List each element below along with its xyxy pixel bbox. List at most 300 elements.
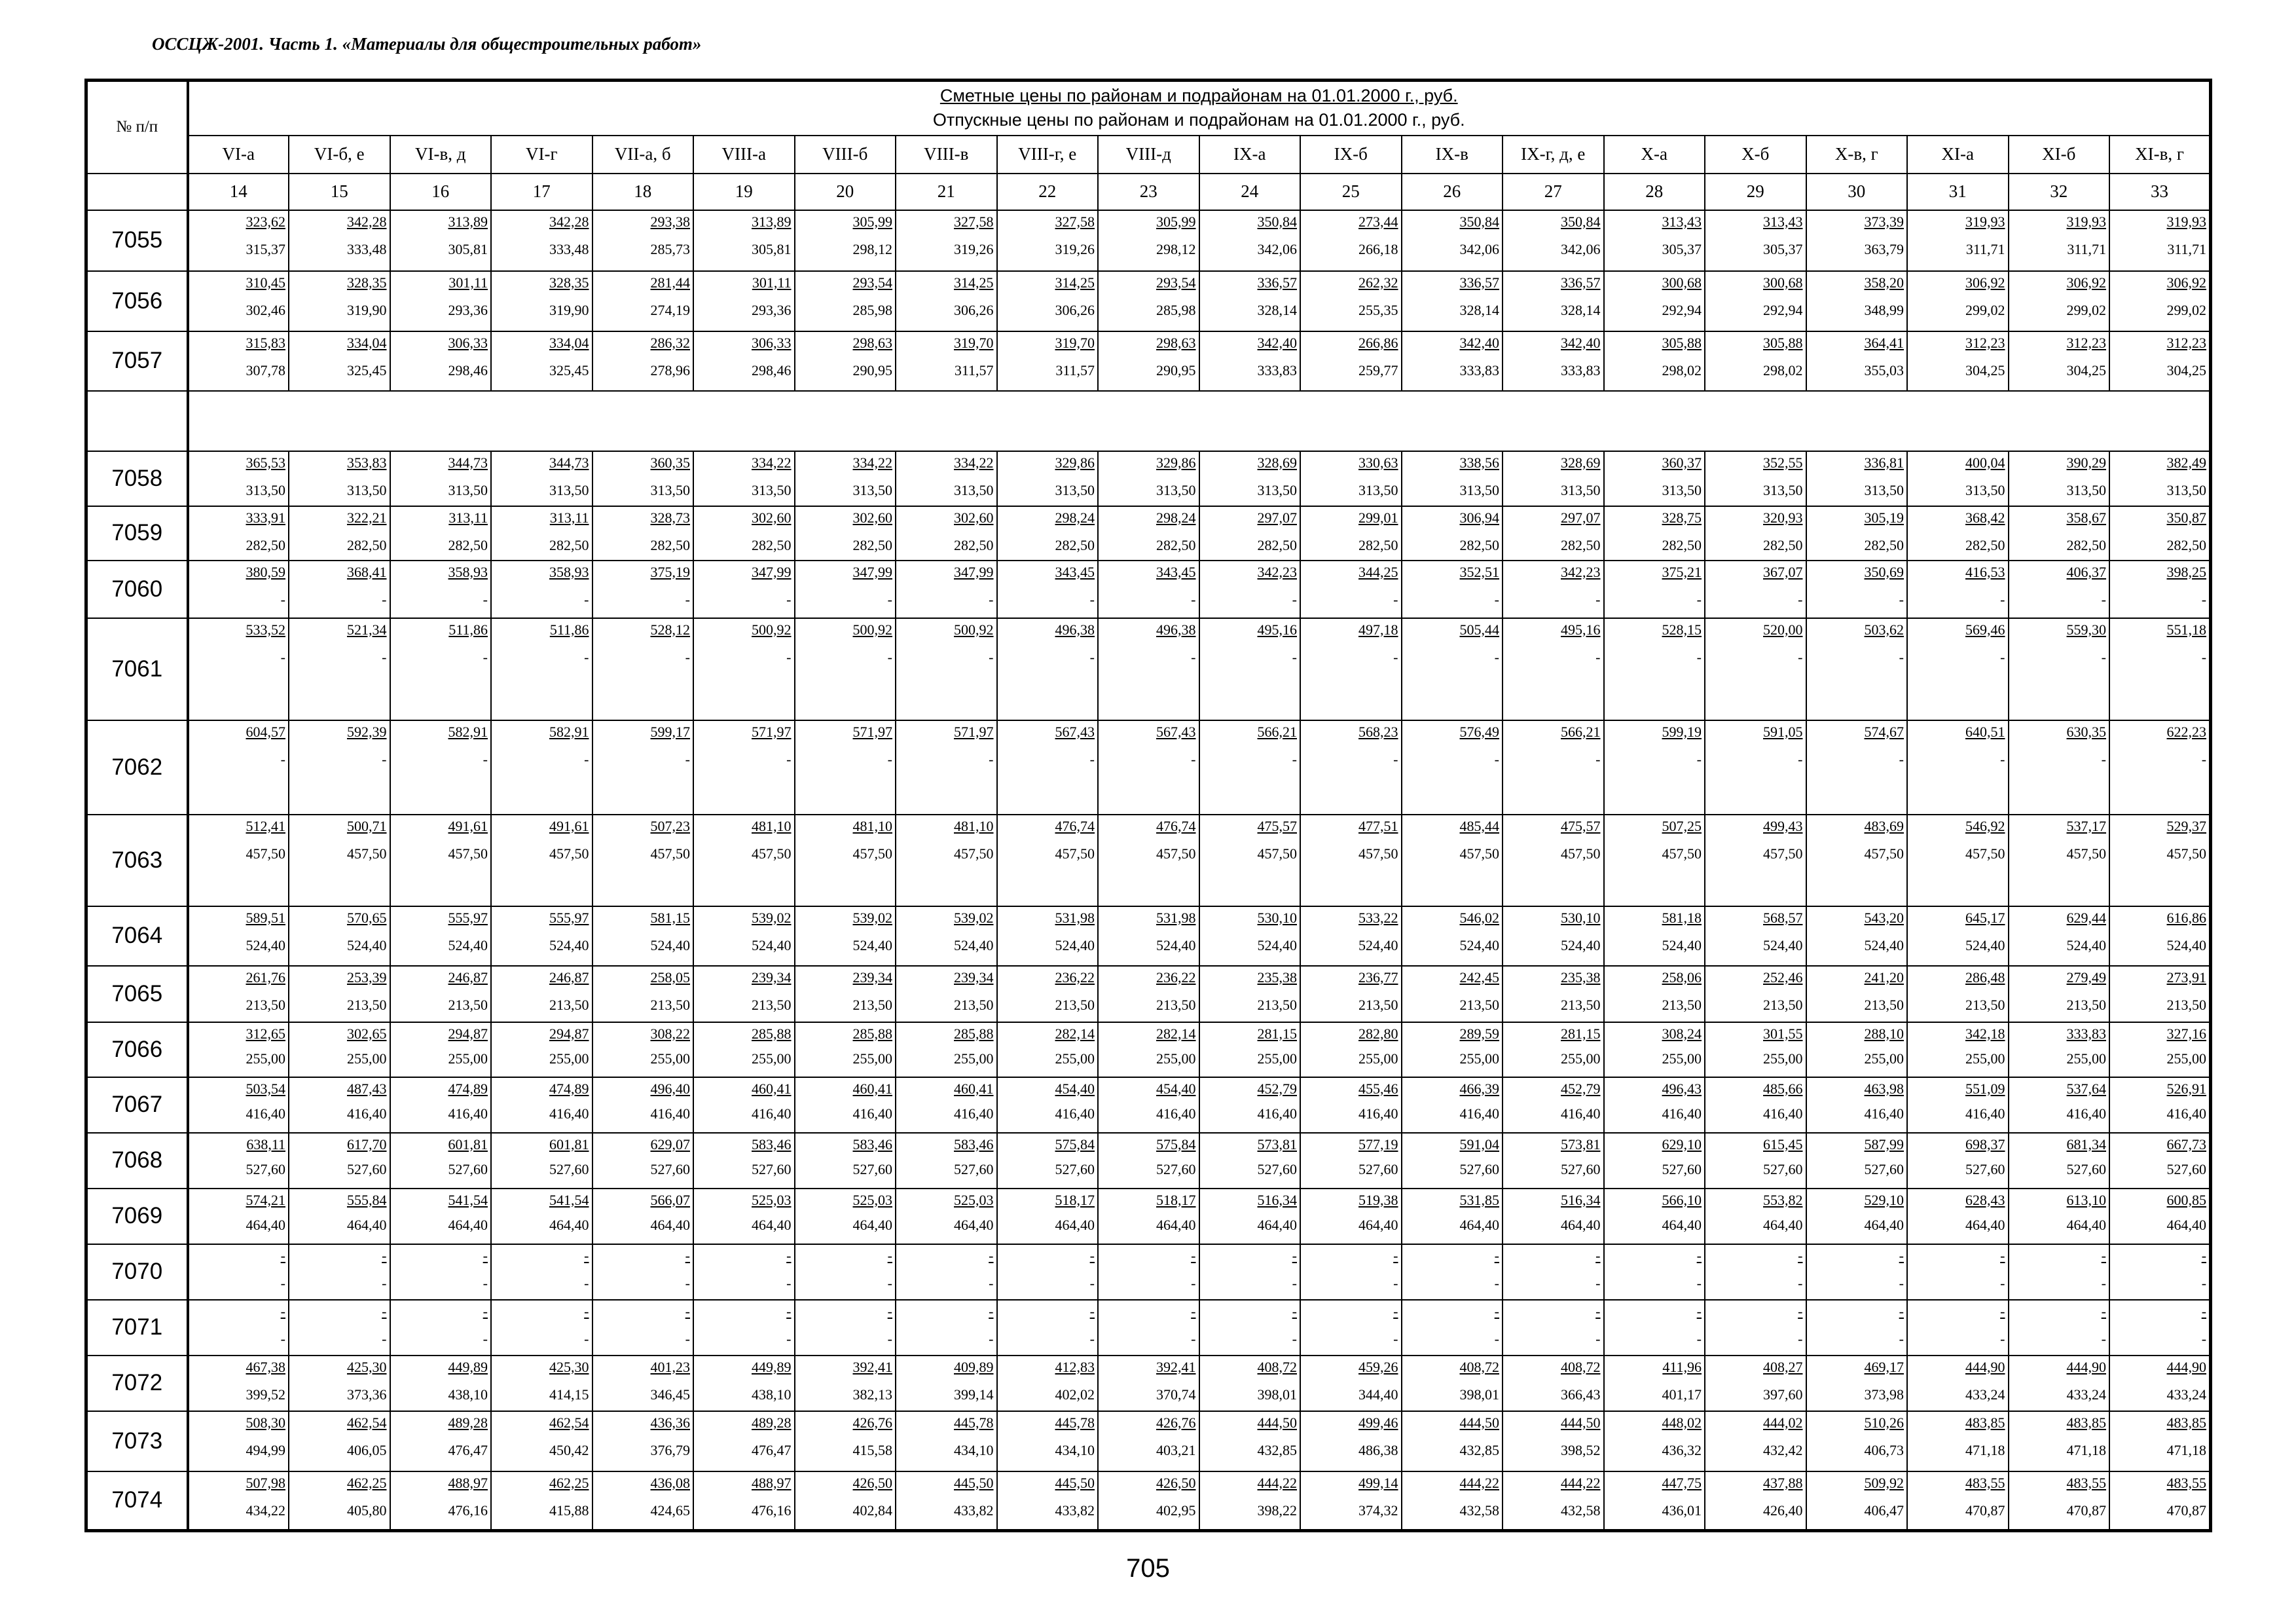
price-cell bbox=[1402, 618, 1503, 720]
price-cell bbox=[997, 1244, 1099, 1300]
estimate-price: - bbox=[1191, 1247, 1196, 1264]
price-cell bbox=[491, 1077, 592, 1133]
estimate-price: 481,10 bbox=[954, 817, 994, 834]
release-price: 398,01 bbox=[1459, 1386, 1499, 1403]
price-cell bbox=[1402, 906, 1503, 966]
release-price: 524,40 bbox=[347, 936, 387, 953]
release-price: 342,06 bbox=[1561, 240, 1601, 257]
release-price: 328,14 bbox=[1459, 301, 1499, 318]
table-title bbox=[188, 81, 2211, 136]
estimate-price: 622,23 bbox=[2166, 723, 2207, 740]
release-price: - bbox=[584, 750, 589, 767]
price-cell bbox=[1604, 1300, 1705, 1356]
release-price: 457,50 bbox=[1055, 845, 1095, 862]
release-price: 464,40 bbox=[549, 1216, 589, 1233]
price-cell bbox=[1806, 451, 1908, 506]
estimate-price: 312,23 bbox=[2166, 334, 2207, 351]
price-cell bbox=[1705, 966, 1806, 1022]
release-price: 415,88 bbox=[549, 1502, 589, 1519]
release-price: 457,50 bbox=[650, 845, 690, 862]
table-row bbox=[86, 966, 2211, 1022]
price-cell bbox=[1503, 720, 1604, 815]
release-price: 298,12 bbox=[852, 240, 892, 257]
price-cell bbox=[1098, 331, 1199, 391]
price-cell bbox=[997, 1356, 1099, 1411]
price-cell bbox=[896, 906, 997, 966]
release-price: 432,85 bbox=[1257, 1441, 1297, 1458]
estimate-price: 587,99 bbox=[1864, 1135, 1904, 1153]
estimate-price: 352,55 bbox=[1763, 454, 1803, 471]
release-price: - bbox=[483, 1330, 488, 1347]
estimate-price: 368,41 bbox=[347, 563, 387, 580]
release-price: - bbox=[1696, 1330, 1702, 1347]
price-cell bbox=[1604, 506, 1705, 561]
estimate-price: 629,10 bbox=[1662, 1135, 1702, 1153]
estimate-price: 347,99 bbox=[752, 563, 792, 580]
price-cell bbox=[1300, 1189, 1402, 1244]
release-price: - bbox=[1292, 1274, 1297, 1291]
release-price: 333,83 bbox=[1561, 361, 1601, 378]
estimate-price: - bbox=[2101, 1247, 2106, 1264]
price-cell bbox=[693, 906, 795, 966]
price-cell bbox=[491, 618, 592, 720]
price-cell bbox=[693, 815, 795, 906]
price-cell bbox=[2009, 1077, 2110, 1133]
estimate-price: 285,88 bbox=[954, 1025, 994, 1042]
price-cell bbox=[390, 906, 492, 966]
price-cell bbox=[188, 720, 289, 815]
release-price: 311,71 bbox=[2167, 240, 2207, 257]
price-cell bbox=[1199, 210, 1301, 271]
release-price: 416,40 bbox=[852, 1105, 892, 1122]
estimate-price: 342,18 bbox=[1965, 1025, 2005, 1042]
price-cell bbox=[390, 561, 492, 618]
region-header: XI-б bbox=[2009, 136, 2110, 174]
release-price: 282,50 bbox=[2166, 536, 2207, 553]
price-cell bbox=[1806, 618, 1908, 720]
release-price: 255,00 bbox=[954, 1050, 994, 1067]
price-cell bbox=[1402, 1244, 1503, 1300]
price-cell bbox=[896, 331, 997, 391]
release-price: 457,50 bbox=[1965, 845, 2005, 862]
estimate-price: 375,19 bbox=[650, 563, 690, 580]
estimate-price: 539,02 bbox=[954, 909, 994, 926]
release-price: 433,82 bbox=[954, 1502, 994, 1519]
estimate-price: 279,49 bbox=[2066, 969, 2106, 986]
table-row bbox=[86, 815, 2211, 906]
estimate-price: 297,07 bbox=[1561, 509, 1601, 526]
release-price: 255,00 bbox=[1358, 1050, 1398, 1067]
estimate-price: 444,22 bbox=[1561, 1474, 1601, 1491]
estimate-price: 306,92 bbox=[1965, 274, 2005, 291]
price-cell bbox=[1604, 966, 1705, 1022]
estimate-price: 483,55 bbox=[2066, 1474, 2106, 1491]
price-cell bbox=[1402, 561, 1503, 618]
estimate-price: 500,92 bbox=[852, 621, 892, 638]
estimate-price: 239,34 bbox=[852, 969, 892, 986]
release-price: - bbox=[2101, 1330, 2106, 1347]
estimate-price: 425,30 bbox=[549, 1358, 589, 1375]
price-cell bbox=[693, 561, 795, 618]
estimate-price: 293,38 bbox=[650, 213, 690, 230]
estimate-price: 582,91 bbox=[448, 723, 488, 740]
estimate-price: 533,22 bbox=[1358, 909, 1398, 926]
price-cell bbox=[693, 1356, 795, 1411]
estimate-price: - bbox=[1798, 1302, 1803, 1320]
estimate-price: 312,23 bbox=[1965, 334, 2005, 351]
price-cell bbox=[1604, 271, 1705, 331]
estimate-price: 364,41 bbox=[1864, 334, 1904, 351]
price-cell bbox=[390, 1022, 492, 1077]
price-cell bbox=[1098, 906, 1199, 966]
estimate-price: 336,57 bbox=[1459, 274, 1499, 291]
estimate-price: 350,84 bbox=[1257, 213, 1297, 230]
estimate-price: 567,43 bbox=[1055, 723, 1095, 740]
price-cell bbox=[491, 1133, 592, 1189]
release-price: - bbox=[786, 750, 792, 767]
estimate-price: 308,24 bbox=[1662, 1025, 1702, 1042]
table-row bbox=[86, 1356, 2211, 1411]
release-price: 434,10 bbox=[954, 1441, 994, 1458]
release-price: 305,37 bbox=[1763, 240, 1803, 257]
price-cell bbox=[997, 1471, 1099, 1531]
release-price: 416,40 bbox=[1561, 1105, 1601, 1122]
price-cell bbox=[390, 720, 492, 815]
estimate-price: 519,38 bbox=[1358, 1191, 1398, 1208]
release-price: 282,50 bbox=[2066, 536, 2106, 553]
release-price: 464,40 bbox=[1055, 1216, 1095, 1233]
release-price: 457,50 bbox=[1763, 845, 1803, 862]
release-price: 274,19 bbox=[650, 301, 690, 318]
release-price: 213,50 bbox=[954, 996, 994, 1013]
price-cell bbox=[2109, 451, 2211, 506]
estimate-price: 392,41 bbox=[1156, 1358, 1196, 1375]
price-cell bbox=[795, 210, 896, 271]
price-cell bbox=[390, 1411, 492, 1471]
estimate-price: 306,33 bbox=[752, 334, 792, 351]
price-cell bbox=[1300, 906, 1402, 966]
estimate-price: 298,63 bbox=[1156, 334, 1196, 351]
release-price: 298,46 bbox=[448, 361, 488, 378]
release-price: 434,10 bbox=[1055, 1441, 1095, 1458]
estimate-price: - bbox=[685, 1247, 690, 1264]
region-header: IX-б bbox=[1300, 136, 1402, 174]
estimate-price: 300,68 bbox=[1662, 274, 1702, 291]
estimate-price: 352,51 bbox=[1459, 563, 1499, 580]
price-cell bbox=[289, 1244, 390, 1300]
price-cell bbox=[1604, 1133, 1705, 1189]
price-cell bbox=[491, 210, 592, 271]
release-price: 457,50 bbox=[1156, 845, 1196, 862]
price-cell bbox=[2009, 1189, 2110, 1244]
region-header: VIII-а bbox=[693, 136, 795, 174]
price-cell bbox=[289, 1022, 390, 1077]
release-price: 414,15 bbox=[549, 1386, 589, 1403]
row-number: 7066 bbox=[86, 1022, 188, 1077]
price-cell bbox=[592, 1022, 694, 1077]
release-price: 311,57 bbox=[954, 361, 994, 378]
release-price: 433,24 bbox=[2066, 1386, 2106, 1403]
price-cell bbox=[1806, 1300, 1908, 1356]
estimate-price: 503,62 bbox=[1864, 621, 1904, 638]
release-price: 213,50 bbox=[1156, 996, 1196, 1013]
release-price: 471,18 bbox=[2066, 1441, 2106, 1458]
release-price: 213,50 bbox=[2066, 996, 2106, 1013]
estimate-price: 253,39 bbox=[347, 969, 387, 986]
price-cell bbox=[390, 210, 492, 271]
estimate-price: 319,93 bbox=[2066, 213, 2106, 230]
price-cell bbox=[1402, 1189, 1503, 1244]
estimate-price: 583,46 bbox=[752, 1135, 792, 1153]
table-row bbox=[86, 618, 2211, 720]
release-price: 213,50 bbox=[1358, 996, 1398, 1013]
release-price: - bbox=[786, 648, 792, 665]
estimate-price: 313,11 bbox=[549, 509, 589, 526]
estimate-price: 460,41 bbox=[954, 1080, 994, 1097]
release-price: 213,50 bbox=[1055, 996, 1095, 1013]
price-cell bbox=[1806, 720, 1908, 815]
price-cell bbox=[795, 1300, 896, 1356]
release-price: 464,40 bbox=[852, 1216, 892, 1233]
price-cell bbox=[2009, 561, 2110, 618]
release-price: 432,85 bbox=[1459, 1441, 1499, 1458]
release-price: 348,99 bbox=[1864, 301, 1904, 318]
price-cell bbox=[693, 618, 795, 720]
estimate-price: 327,58 bbox=[1055, 213, 1095, 230]
release-price: - bbox=[1798, 750, 1803, 767]
release-price: 282,50 bbox=[1055, 536, 1095, 553]
price-cell bbox=[491, 815, 592, 906]
price-cell bbox=[1199, 1022, 1301, 1077]
column-number: 27 bbox=[1503, 174, 1604, 210]
release-price: - bbox=[989, 1274, 994, 1291]
price-cell bbox=[1503, 618, 1604, 720]
release-price: 282,50 bbox=[549, 536, 589, 553]
estimate-price: 475,57 bbox=[1561, 817, 1601, 834]
estimate-price: 302,60 bbox=[752, 509, 792, 526]
estimate-price: 343,45 bbox=[1055, 563, 1095, 580]
estimate-price: 574,67 bbox=[1864, 723, 1904, 740]
release-price: 333,48 bbox=[549, 240, 589, 257]
estimate-price: 336,57 bbox=[1257, 274, 1297, 291]
table-row bbox=[86, 1411, 2211, 1471]
release-price: - bbox=[2101, 648, 2106, 665]
release-price: - bbox=[2201, 648, 2207, 665]
release-price: - bbox=[989, 1330, 994, 1347]
estimate-price: 282,80 bbox=[1358, 1025, 1398, 1042]
release-price: 527,60 bbox=[1662, 1160, 1702, 1177]
release-price: 402,95 bbox=[1156, 1502, 1196, 1519]
estimate-price: 518,17 bbox=[1055, 1191, 1095, 1208]
estimate-price: 496,40 bbox=[650, 1080, 690, 1097]
estimate-price: 447,75 bbox=[1662, 1474, 1702, 1491]
price-cell bbox=[997, 966, 1099, 1022]
price-cell bbox=[1604, 815, 1705, 906]
release-price: 457,50 bbox=[246, 845, 285, 862]
price-cell bbox=[2009, 618, 2110, 720]
estimate-price: 242,45 bbox=[1459, 969, 1499, 986]
release-price: 259,77 bbox=[1358, 361, 1398, 378]
estimate-price: 452,79 bbox=[1561, 1080, 1601, 1097]
price-cell bbox=[997, 1411, 1099, 1471]
release-price: 213,50 bbox=[2166, 996, 2207, 1013]
estimate-price: 491,61 bbox=[549, 817, 589, 834]
price-cell bbox=[795, 271, 896, 331]
release-price: 464,40 bbox=[1257, 1216, 1297, 1233]
price-cell bbox=[592, 1411, 694, 1471]
price-cell bbox=[1300, 1356, 1402, 1411]
estimate-price: 640,51 bbox=[1965, 723, 2005, 740]
price-cell bbox=[997, 618, 1099, 720]
price-cell bbox=[1503, 271, 1604, 331]
estimate-price: 286,32 bbox=[650, 334, 690, 351]
release-price: - bbox=[1595, 591, 1601, 608]
price-cell bbox=[1503, 331, 1604, 391]
estimate-price: 306,94 bbox=[1459, 509, 1499, 526]
price-cell bbox=[896, 451, 997, 506]
estimate-price: - bbox=[584, 1302, 589, 1320]
release-price: 399,52 bbox=[246, 1386, 285, 1403]
price-cell bbox=[2109, 906, 2211, 966]
release-price: 342,06 bbox=[1459, 240, 1499, 257]
release-price: - bbox=[1191, 1330, 1196, 1347]
release-price: 282,50 bbox=[1763, 536, 1803, 553]
price-cell bbox=[1503, 815, 1604, 906]
estimate-price: 553,82 bbox=[1763, 1191, 1803, 1208]
release-price: 313,50 bbox=[549, 481, 589, 498]
row-number: 7056 bbox=[86, 271, 188, 331]
column-number: 33 bbox=[2109, 174, 2211, 210]
estimate-price: 511,86 bbox=[448, 621, 488, 638]
estimate-price: 360,35 bbox=[650, 454, 690, 471]
release-price: 373,98 bbox=[1864, 1386, 1904, 1403]
estimate-price: 408,72 bbox=[1561, 1358, 1601, 1375]
price-cell bbox=[1604, 1411, 1705, 1471]
release-price: - bbox=[584, 591, 589, 608]
estimate-price: 336,57 bbox=[1561, 274, 1601, 291]
estimate-price: 444,22 bbox=[1459, 1474, 1499, 1491]
price-cell bbox=[2109, 1133, 2211, 1189]
estimate-price: - bbox=[1494, 1247, 1499, 1264]
release-price: 527,60 bbox=[1156, 1160, 1196, 1177]
release-price: 524,40 bbox=[1763, 936, 1803, 953]
release-price: - bbox=[483, 1274, 488, 1291]
release-price: 416,40 bbox=[347, 1105, 387, 1122]
price-cell bbox=[1199, 1244, 1301, 1300]
price-cell bbox=[1604, 720, 1705, 815]
estimate-price: - bbox=[1393, 1247, 1398, 1264]
estimate-price: 342,40 bbox=[1257, 334, 1297, 351]
release-price: - bbox=[1494, 1274, 1499, 1291]
price-cell bbox=[1098, 966, 1199, 1022]
price-cell bbox=[1199, 1300, 1301, 1356]
price-cell bbox=[1907, 1411, 2009, 1471]
price-cell bbox=[1806, 506, 1908, 561]
price-cell bbox=[1199, 1411, 1301, 1471]
estimate-price: 426,50 bbox=[852, 1474, 892, 1491]
price-cell bbox=[1402, 720, 1503, 815]
release-price: 471,18 bbox=[1965, 1441, 2005, 1458]
release-price: 436,32 bbox=[1662, 1441, 1702, 1458]
release-price: 255,00 bbox=[1561, 1050, 1601, 1067]
release-price: 527,60 bbox=[752, 1160, 792, 1177]
estimate-price: 445,50 bbox=[1055, 1474, 1095, 1491]
release-price: - bbox=[1595, 648, 1601, 665]
price-cell bbox=[896, 815, 997, 906]
release-price: 305,81 bbox=[448, 240, 488, 257]
release-price: 464,40 bbox=[347, 1216, 387, 1233]
estimate-price: 258,05 bbox=[650, 969, 690, 986]
price-cell bbox=[693, 506, 795, 561]
release-price: 524,40 bbox=[852, 936, 892, 953]
release-price: 464,40 bbox=[1156, 1216, 1196, 1233]
price-cell bbox=[1907, 1189, 2009, 1244]
estimate-price: 350,84 bbox=[1561, 213, 1601, 230]
estimate-price: 475,57 bbox=[1257, 817, 1297, 834]
price-cell bbox=[693, 210, 795, 271]
release-price: 416,40 bbox=[1459, 1105, 1499, 1122]
release-price: 373,36 bbox=[347, 1386, 387, 1403]
release-price: 255,00 bbox=[852, 1050, 892, 1067]
row-number: 7061 bbox=[86, 618, 188, 720]
estimate-price: 496,38 bbox=[1156, 621, 1196, 638]
estimate-price: 285,88 bbox=[752, 1025, 792, 1042]
region-header-row bbox=[86, 136, 2211, 174]
price-cell bbox=[592, 1471, 694, 1531]
release-price: 416,40 bbox=[549, 1105, 589, 1122]
price-cell bbox=[1604, 451, 1705, 506]
price-cell bbox=[1806, 331, 1908, 391]
column-number: 25 bbox=[1300, 174, 1402, 210]
estimate-price: 630,35 bbox=[2066, 723, 2106, 740]
price-cell bbox=[896, 966, 997, 1022]
estimate-price: 505,44 bbox=[1459, 621, 1499, 638]
estimate-price: 444,50 bbox=[1459, 1414, 1499, 1431]
release-price: - bbox=[280, 750, 285, 767]
release-price: 305,81 bbox=[752, 240, 792, 257]
estimate-price: 444,50 bbox=[1561, 1414, 1601, 1431]
estimate-price: 617,70 bbox=[347, 1135, 387, 1153]
price-cell bbox=[997, 906, 1099, 966]
price-cell bbox=[1098, 1411, 1199, 1471]
estimate-price: 546,92 bbox=[1965, 817, 2005, 834]
release-price: 457,50 bbox=[1662, 845, 1702, 862]
estimate-price: - bbox=[2000, 1302, 2005, 1320]
price-cell bbox=[795, 906, 896, 966]
price-cell bbox=[188, 815, 289, 906]
price-cell bbox=[1907, 906, 2009, 966]
table-row bbox=[86, 331, 2211, 391]
price-cell bbox=[289, 1077, 390, 1133]
estimate-price: - bbox=[887, 1247, 892, 1264]
price-cell bbox=[2009, 1244, 2110, 1300]
release-price: 342,06 bbox=[1257, 240, 1297, 257]
estimate-price: 333,91 bbox=[246, 509, 285, 526]
release-price: 527,60 bbox=[1965, 1160, 2005, 1177]
price-cell bbox=[1402, 210, 1503, 271]
estimate-price: 507,25 bbox=[1662, 817, 1702, 834]
price-cell bbox=[491, 451, 592, 506]
release-price: - bbox=[1595, 1330, 1601, 1347]
release-price: - bbox=[1494, 591, 1499, 608]
price-cell bbox=[188, 561, 289, 618]
release-price: 213,50 bbox=[347, 996, 387, 1013]
price-cell bbox=[592, 1300, 694, 1356]
release-price: 333,48 bbox=[347, 240, 387, 257]
price-cell bbox=[1300, 451, 1402, 506]
estimate-price: 516,34 bbox=[1257, 1191, 1297, 1208]
price-cell bbox=[592, 331, 694, 391]
